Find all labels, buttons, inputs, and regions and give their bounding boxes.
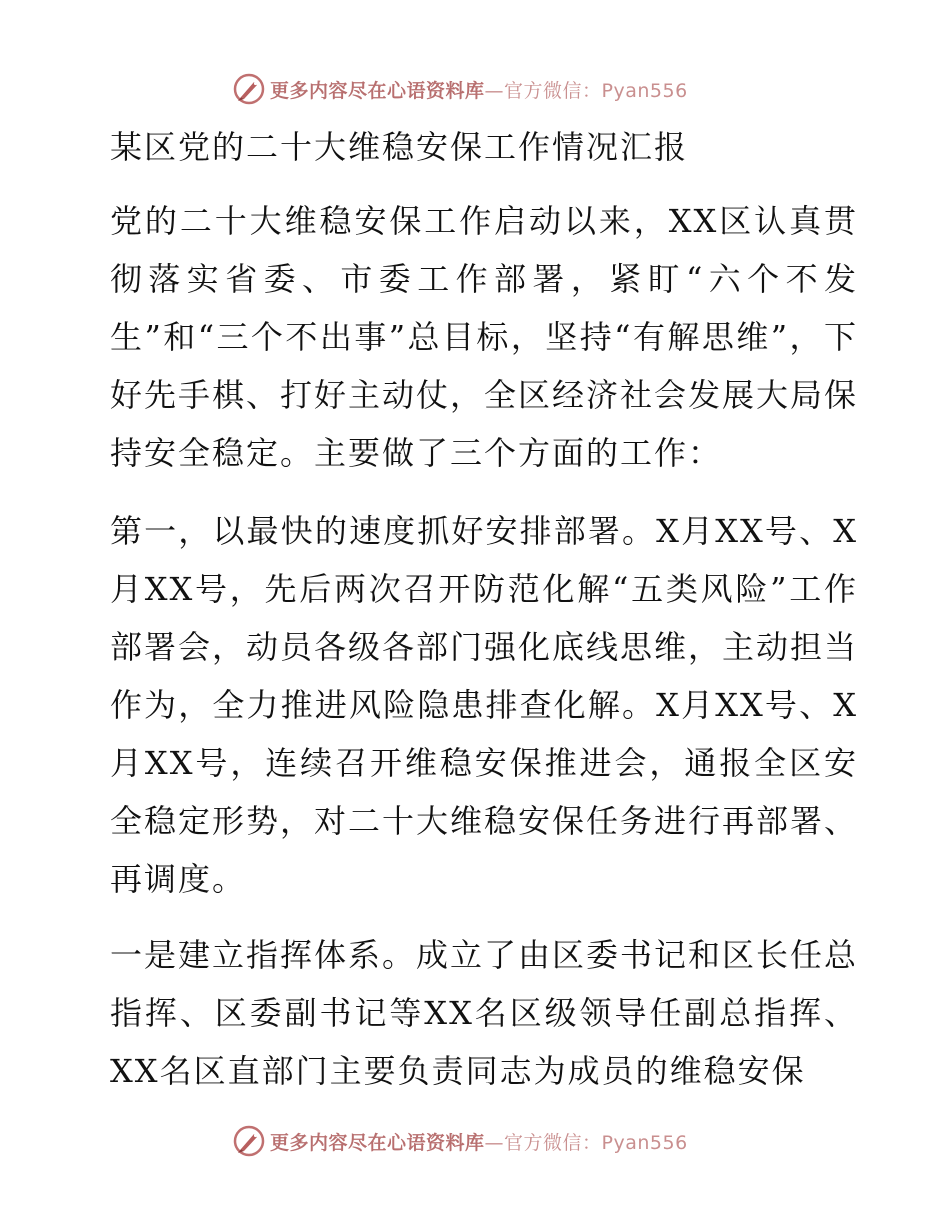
watermark-separator: — <box>484 79 505 102</box>
watermark-brand: 更多内容尽在心语资料库 <box>270 1131 485 1154</box>
paragraph-command-system: 一是建立指挥体系。成立了由区委书记和区长任总指挥、区委副书记等XX名区级领导任副总指挥、XX名区直部门主要负责同志为成员的维稳安保 <box>110 936 859 1090</box>
watermark-contact-id: Pyan556 <box>601 1131 688 1154</box>
pen-nib-logo-icon <box>232 1124 266 1158</box>
watermark-footer <box>232 1124 688 1158</box>
paragraph-intro: 党的二十大维稳安保工作启动以来，XX区认真贯彻落实省委、市委工作部署，紧盯“六个不发生”和“三个不出事”总目标，坚持“有解思维”，下好先手棋、打好主动仗，全区经济社会发展大局保持安全稳定。主要做了三个方面的工作： <box>110 202 859 472</box>
watermark-text <box>270 76 688 103</box>
watermark-separator: — <box>484 1131 505 1154</box>
watermark-contact-label: 官方微信： <box>504 79 602 102</box>
paragraph-first-point: 第一，以最快的速度抓好安排部署。X月XX号、X月XX号，先后两次召开防范化解“五类风险”工作部署会，动员各级各部门强化底线思维，主动担当作为，全力推进风险隐患排查化解。X月XX号、X月XX号，连续召开维稳安保推进会，通报全区安全稳定形势，对二十大维稳安保任务进行再部署、再调度。 <box>110 512 859 898</box>
pen-nib-logo-icon <box>232 72 266 106</box>
document-title: 某区党的二十大维稳安保工作情况汇报 <box>110 128 689 166</box>
document-body <box>98 122 858 1100</box>
watermark-text <box>270 1128 688 1155</box>
watermark-brand: 更多内容尽在心语资料库 <box>270 79 485 102</box>
watermark-contact-id: Pyan556 <box>601 79 688 102</box>
watermark-contact-label: 官方微信： <box>504 1131 602 1154</box>
watermark-header <box>232 72 688 106</box>
